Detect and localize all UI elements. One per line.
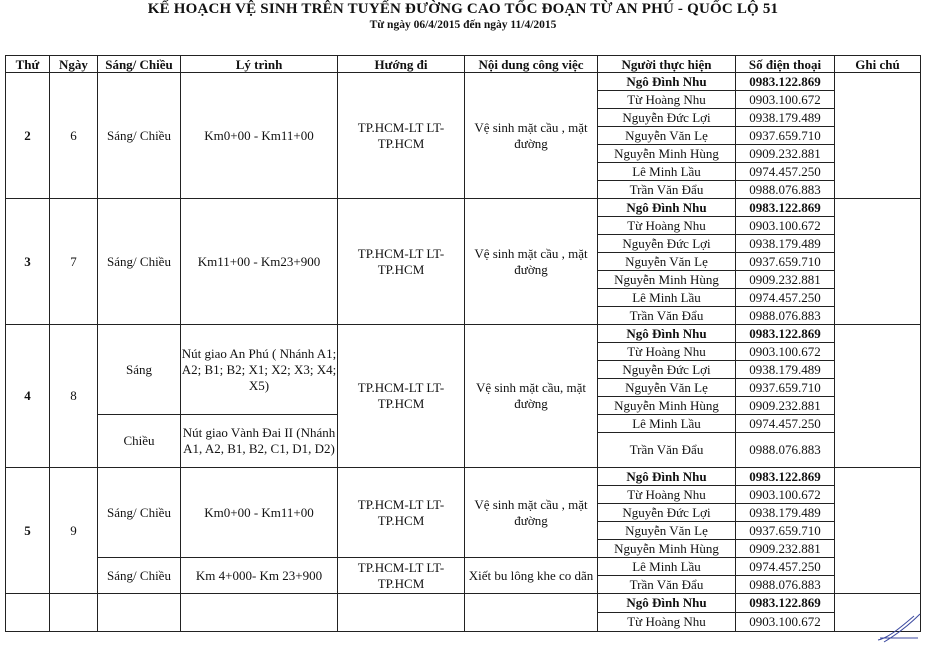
staff-phone: 0938.179.489 bbox=[736, 361, 835, 379]
buoi-cell: Sáng/ Chiều bbox=[98, 558, 181, 594]
thu-cell bbox=[6, 594, 50, 632]
table-row bbox=[6, 199, 921, 217]
staff-name bbox=[598, 415, 736, 468]
staff-phone: 0909.232.881 bbox=[736, 397, 835, 415]
ngay-cell: 9 bbox=[50, 468, 98, 594]
staff-phone: 0938.179.489 bbox=[736, 109, 835, 127]
buoi-cell: Sáng bbox=[98, 325, 181, 415]
buoi-cell: Sáng/ Chiều bbox=[98, 468, 181, 558]
staff-phone: 0938.179.489 bbox=[736, 235, 835, 253]
header-ly-trinh: Lý trình bbox=[181, 56, 338, 73]
staff-name: Ngô Đình Nhu bbox=[598, 468, 736, 486]
staff-phone: 0983.122.869 bbox=[736, 199, 835, 217]
header-huong-di: Hướng đi bbox=[338, 56, 465, 73]
schedule-table bbox=[5, 55, 921, 632]
staff-phone: 0909.232.881 bbox=[736, 540, 835, 558]
staff-phone: 0903.100.672 bbox=[736, 486, 835, 504]
staff-phone: 0988.076.883 bbox=[736, 576, 835, 594]
huong-di-cell: TP.HCM-LT LT-TP.HCM bbox=[338, 325, 465, 468]
header-ngay: Ngày bbox=[50, 56, 98, 73]
staff-name: Nguyễn Văn Lẹ bbox=[598, 522, 736, 540]
thu-cell: 4 bbox=[6, 325, 50, 468]
staff-phone: 0983.122.869 bbox=[736, 73, 835, 91]
staff-name: Nguyễn Minh Hùng bbox=[598, 145, 736, 163]
ghi-chu-cell bbox=[835, 325, 921, 468]
staff-phone: 0903.100.672 bbox=[736, 613, 835, 632]
thu-cell: 3 bbox=[6, 199, 50, 325]
staff-name: Từ Hoàng Nhu bbox=[598, 217, 736, 235]
staff-name: Nguyễn Đức Lợi bbox=[598, 361, 736, 379]
staff-name: Ngô Đình Nhu bbox=[598, 73, 736, 91]
staff-name: Nguyễn Đức Lợi bbox=[598, 504, 736, 522]
buoi-cell: Sáng/ Chiều bbox=[98, 199, 181, 325]
staff-phone: 0938.179.489 bbox=[736, 504, 835, 522]
staff-name: Nguyễn Văn Lẹ bbox=[598, 127, 736, 145]
signature-mark bbox=[874, 610, 924, 644]
noi-dung-cell: Vệ sinh mặt cầu , mặt đường bbox=[465, 199, 598, 325]
thu-cell: 2 bbox=[6, 73, 50, 199]
table-row bbox=[6, 73, 921, 91]
staff-phone: 0909.232.881 bbox=[736, 271, 835, 289]
staff-phone-line: 0988.076.883 bbox=[749, 442, 821, 457]
buoi-cell: Chiều bbox=[98, 415, 181, 468]
staff-name: Trần Văn Đẩu bbox=[598, 181, 736, 199]
noi-dung-cell: Vệ sinh mặt cầu , mặt đường bbox=[465, 73, 598, 199]
huong-di-cell: TP.HCM-LT LT-TP.HCM bbox=[338, 558, 465, 594]
staff-name: Nguyễn Minh Hùng bbox=[598, 540, 736, 558]
huong-di-cell: TP.HCM-LT LT-TP.HCM bbox=[338, 468, 465, 558]
table-row bbox=[6, 325, 921, 343]
ghi-chu-cell bbox=[835, 199, 921, 325]
header-noi-dung: Nội dung công việc bbox=[465, 56, 598, 73]
staff-name-line: Trần Văn Đẩu bbox=[629, 442, 704, 457]
staff-phone: 0937.659.710 bbox=[736, 127, 835, 145]
ly-trinh-cell: Km0+00 - Km11+00 bbox=[181, 468, 338, 558]
staff-phone: 0903.100.672 bbox=[736, 343, 835, 361]
ly-trinh-cell: Nút giao Vành Đai II (Nhánh A1, A2, B1, B2, C1, D1, D2) bbox=[181, 415, 338, 468]
header-thu: Thứ bbox=[6, 56, 50, 73]
noi-dung-cell: Vệ sinh mặt cầu, mặt đường bbox=[465, 325, 598, 468]
staff-name: Nguyễn Văn Lẹ bbox=[598, 253, 736, 271]
staff-phone: 0937.659.710 bbox=[736, 253, 835, 271]
staff-phone: 0988.076.883 bbox=[736, 181, 835, 199]
staff-phone: 0988.076.883 bbox=[736, 307, 835, 325]
ly-trinh-cell: Km11+00 - Km23+900 bbox=[181, 199, 338, 325]
staff-phone: 0903.100.672 bbox=[736, 91, 835, 109]
ngay-cell: 6 bbox=[50, 73, 98, 199]
document-title: KẾ HOẠCH VỆ SINH TRÊN TUYẾN ĐƯỜNG CAO TỐC ĐOẠN TỪ AN PHÚ - QUỐC LỘ 51 bbox=[147, 1, 779, 17]
header-buoi: Sáng/ Chiều bbox=[98, 56, 181, 73]
huong-di-cell bbox=[338, 594, 465, 632]
ngay-cell: 7 bbox=[50, 199, 98, 325]
staff-phone: 0909.232.881 bbox=[736, 145, 835, 163]
noi-dung-cell: Vệ sinh mặt cầu , mặt đường bbox=[465, 468, 598, 558]
ngay-cell: 8 bbox=[50, 325, 98, 468]
staff-name: Nguyễn Đức Lợi bbox=[598, 109, 736, 127]
staff-name: Từ Hoàng Nhu bbox=[598, 613, 736, 632]
staff-name: Nguyễn Đức Lợi bbox=[598, 235, 736, 253]
staff-phone: 0974.457.250 bbox=[736, 163, 835, 181]
staff-name: Ngô Đình Nhu bbox=[598, 325, 736, 343]
header-so-dien-thoai: Số điện thoại bbox=[736, 56, 835, 73]
staff-name: Trần Văn Đẩu bbox=[598, 307, 736, 325]
staff-name: Lê Minh Lầu bbox=[598, 558, 736, 576]
header-row bbox=[6, 56, 921, 73]
staff-phone: 0983.122.869 bbox=[736, 594, 835, 613]
staff-phone: 0974.457.250 bbox=[736, 558, 835, 576]
staff-phone: 0983.122.869 bbox=[736, 325, 835, 343]
staff-phone: 0974.457.250 bbox=[736, 289, 835, 307]
staff-name: Trần Văn Đẩu bbox=[598, 576, 736, 594]
header-ghi-chu: Ghi chú bbox=[835, 56, 921, 73]
staff-name: Từ Hoàng Nhu bbox=[598, 91, 736, 109]
ghi-chu-cell bbox=[835, 468, 921, 594]
table-row bbox=[6, 468, 921, 486]
staff-name: Nguyễn Văn Lẹ bbox=[598, 379, 736, 397]
header-nguoi-thuc-hien: Người thực hiện bbox=[598, 56, 736, 73]
staff-name: Nguyễn Minh Hùng bbox=[598, 397, 736, 415]
staff-name: Lê Minh Lầu bbox=[598, 163, 736, 181]
ly-trinh-cell: Km 4+000- Km 23+900 bbox=[181, 558, 338, 594]
staff-name: Từ Hoàng Nhu bbox=[598, 343, 736, 361]
staff-name: Từ Hoàng Nhu bbox=[598, 486, 736, 504]
huong-di-cell: TP.HCM-LT LT-TP.HCM bbox=[338, 73, 465, 199]
ly-trinh-cell: Nút giao An Phú ( Nhánh A1; A2; B1; B2; X1; X2; X3; X4; X5) bbox=[181, 325, 338, 415]
staff-name-line: Lê Minh Lầu bbox=[598, 415, 735, 433]
document-subtitle: Từ ngày 06/4/2015 đến ngày 11/4/2015 bbox=[369, 19, 557, 31]
staff-name: Nguyễn Minh Hùng bbox=[598, 271, 736, 289]
ly-trinh-cell: Km0+00 - Km11+00 bbox=[181, 73, 338, 199]
ly-trinh-cell bbox=[181, 594, 338, 632]
huong-di-cell: TP.HCM-LT LT-TP.HCM bbox=[338, 199, 465, 325]
staff-name: Ngô Đình Nhu bbox=[598, 594, 736, 613]
table-row bbox=[6, 558, 921, 576]
staff-phone: 0903.100.672 bbox=[736, 217, 835, 235]
ghi-chu-cell bbox=[835, 73, 921, 199]
table-row bbox=[6, 594, 921, 613]
staff-name: Ngô Đình Nhu bbox=[598, 199, 736, 217]
noi-dung-cell bbox=[465, 594, 598, 632]
ngay-cell bbox=[50, 594, 98, 632]
thu-cell: 5 bbox=[6, 468, 50, 594]
staff-name: Lê Minh Lầu bbox=[598, 289, 736, 307]
staff-phone: 0983.122.869 bbox=[736, 468, 835, 486]
staff-phone: 0937.659.710 bbox=[736, 522, 835, 540]
staff-phone bbox=[736, 415, 835, 468]
noi-dung-cell: Xiết bu lông khe co dãn bbox=[465, 558, 598, 594]
buoi-cell: Sáng/ Chiều bbox=[98, 73, 181, 199]
staff-phone-line: 0974.457.250 bbox=[736, 415, 834, 433]
buoi-cell bbox=[98, 594, 181, 632]
staff-phone: 0937.659.710 bbox=[736, 379, 835, 397]
